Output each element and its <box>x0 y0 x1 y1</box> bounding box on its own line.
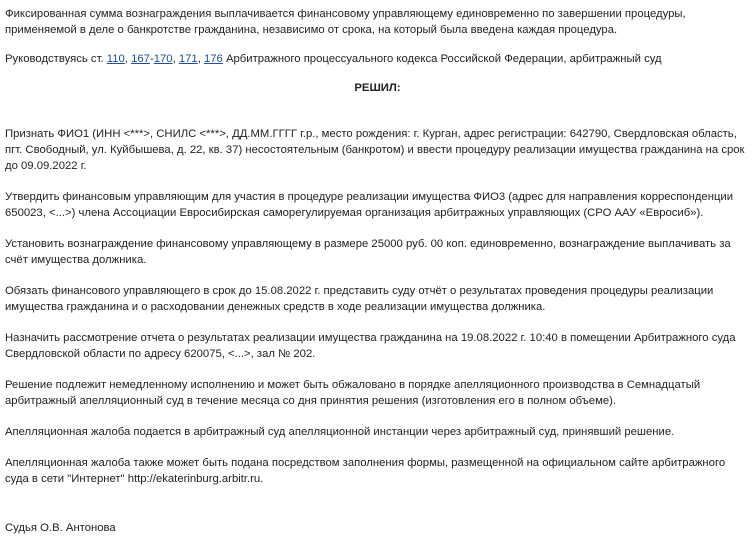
guidance-separator: , <box>197 53 204 65</box>
ruling-bankruptcy-paragraph: Признать ФИО1 (ИНН <***>, СНИЛС <***>, ДД.ММ.ГГГГ г.р., место рождения: г. Курган, адрес регистрации: 642790, Свердловская область, пгт. Свободный, ул. Куйбышева, д. 22, кв. 37) несостоятельным (банкротом) и ввести процедуру реализации имущества гражданина на срок до 09.09.2022 г. <box>5 128 745 172</box>
article-170-link[interactable]: 170 <box>153 53 173 65</box>
guidance-suffix: Арбитражного процессуального кодекса Российской Федерации, арбитражный суд <box>222 53 662 65</box>
article-171-link[interactable]: 171 <box>178 53 198 65</box>
guidance-paragraph <box>5 51 750 67</box>
decision-heading: РЕШИЛ: <box>354 82 401 94</box>
ruling-appeal-paragraph: Решение подлежит немедленному исполнению и может быть обжаловано в порядке апелляционного производства в Семнадцатый арбитражный апелляционный суд в течение месяца со дня принятия решения (изготовления его в полном объеме). <box>5 379 701 407</box>
ruling-hearing-paragraph: Назначить рассмотрение отчета о результатах реализации имущества гражданина на 19.08.2022 г. 10:40 в помещении Арбитражного суда Свердловской области по адресу 620075, <...>, зал № 202. <box>5 332 736 360</box>
appeal-filing-paragraph: Апелляционная жалоба подается в арбитражный суд апелляционной инстанции через арбитражный суд, принявший решение. <box>5 426 675 438</box>
appeal-online-paragraph: Апелляционная жалоба также может быть подана посредством заполнения формы, размещенной на официальном сайте арбитражного суда в сети "Интернет" http://ekaterinburg.arbitr.ru. <box>5 457 726 485</box>
ruling-remuneration-paragraph: Установить вознаграждение финансовому управляющему в размере 25000 руб. 00 коп. единовременно, вознаграждение выплачивать за счёт имущества должника. <box>5 238 731 266</box>
article-110-link[interactable]: 110 <box>106 53 125 65</box>
court-decision-document <box>5 6 750 536</box>
judge-signature: Судья О.В. Антонова <box>5 522 116 534</box>
guidance-dash: - <box>149 53 154 65</box>
intro-paragraph: Фиксированная сумма вознаграждения выплачивается финансовому управляющему единовременно по завершении процедуры, применяемой в деле о банкротстве гражданина, независимо от срока, на который была введена каждая процедура. <box>5 8 686 36</box>
guidance-prefix: Руководствуясь ст. <box>5 53 107 65</box>
article-167-link[interactable]: 167 <box>131 53 150 65</box>
article-176-link[interactable]: 176 <box>203 53 223 65</box>
ruling-report-paragraph: Обязать финансового управляющего в срок до 15.08.2022 г. представить суду отчёт о результатах проведения процедуры реализации имущества гражданина и о расходовании денежных средств в ходе реализации имущества должника. <box>5 285 714 313</box>
guidance-separator: , <box>124 53 132 65</box>
ruling-manager-paragraph: Утвердить финансовым управляющим для участия в процедуре реализации имущества ФИО3 (адрес для направления корреспонденции 650023, <...>) члена Ассоциации Евросибирская саморегулируемая организация арбитражных управляющих (СРО ААУ «Евросиб»). <box>5 191 734 219</box>
guidance-separator: , <box>172 53 179 65</box>
